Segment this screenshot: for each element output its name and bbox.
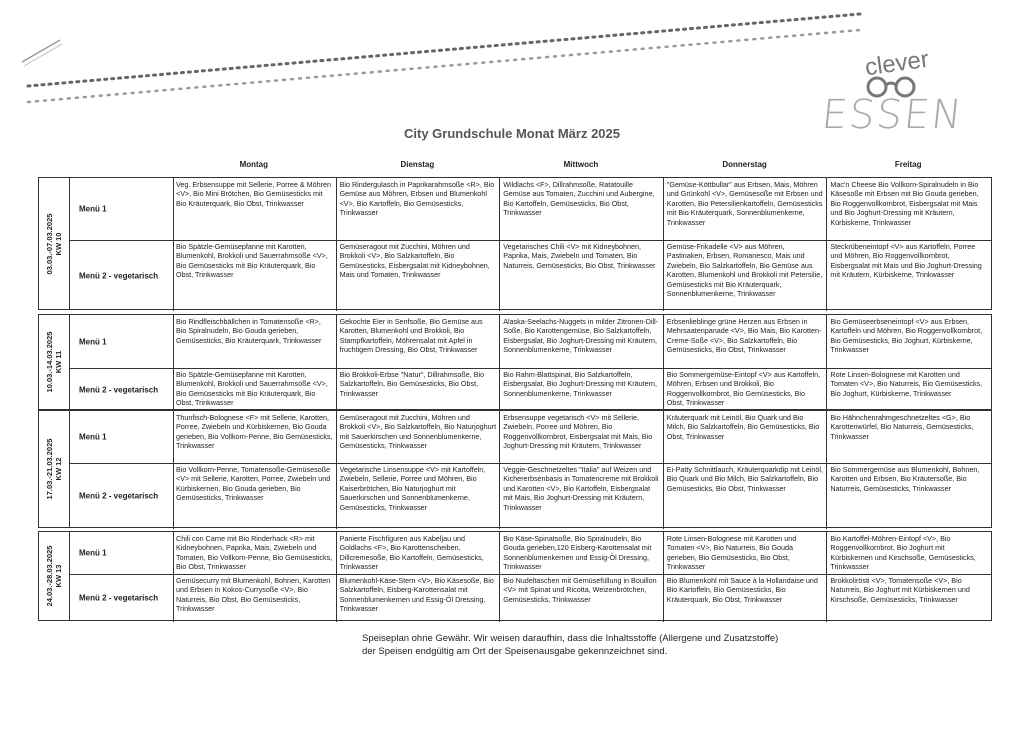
- week-label: [39, 315, 70, 409]
- menu-row: [69, 315, 991, 368]
- calendar-week: KW 12: [54, 457, 63, 481]
- meal-cell: Bio Spätzle-Gemüsepfanne mit Karotten, Blumenkohl, Brokkoli und Sauerrahmsoße <V>, Bio Gemüsesticks mit Bio Kräuterquark, Bio Obst, Trinkwasser: [173, 368, 337, 411]
- meal-cell: Kräuterquark mit Leinöl, Bio Quark und Bio Milch, Bio Salzkartoffeln, Bio Gemüsesticks, Bio Obst, Trinkwasser: [664, 411, 828, 463]
- row-divider: [69, 463, 991, 464]
- menu-label: [69, 368, 174, 411]
- meal-cell: Bio Blumenkohl mit Sauce à la Hollandaise und Bio Kartoffeln, Bio Gemüsesticks, Bio Kräuterquark, Bio Obst, Trinkwasser: [664, 574, 828, 622]
- menu-row: [69, 178, 991, 240]
- menu-label: [69, 411, 174, 463]
- menu-label: [69, 178, 174, 240]
- meal-cell: Brokkolirösti <V>, Tomatensoße <V>, Bio Naturreis, Bio Joghurt mit Kürbiskernen und Kirschsoße, Gemüsesticks, Trinkwasser: [830, 576, 970, 604]
- menu-label: [69, 315, 174, 368]
- calendar-week: KW 10: [54, 232, 63, 255]
- menu-label-text: Menü 1: [79, 204, 107, 214]
- menu-label: [69, 240, 174, 311]
- meal-cell: Vegetarisches Chili <V> mit Kidneybohnen, Paprika, Mais, Zwiebeln und Tomaten, Bio Naturreis, Gemüsesticks, Bio Obst, Trinkwasser: [500, 240, 664, 311]
- menu-label-text: Menü 1: [79, 432, 107, 442]
- meal-cell: Bio Kartoffel-Möhren-Eintopf <V>, Bio Roggenvollkornbrot, Bio Joghurt mit Kürbiskernen und Kirschsoße, Gemüsesticks, Trinkwasser: [830, 534, 976, 572]
- meal-cell: Thunfisch-Bolognese <F> mit Sellerie, Karotten, Porree, Zwiebeln und Kürbiskernen, Bio Gouda gerieben, Bio Vollkorn-Penne, Bio Gemüsesticks, Trinkwasser: [173, 411, 337, 463]
- menu-label-text: Menü 1: [79, 548, 107, 558]
- calendar-week: KW 11: [54, 350, 63, 374]
- meal-cell: Gemüseragout mit Zucchini, Möhren und Brokkoli <V>, Bio Salzkartoffeln, Bio Gemüsesticks, Eisbergsalat mit Kidneybohnen, Mais und Tomaten, Trinkwasser: [337, 240, 501, 311]
- meal-cell: Gemüsecurry mit Blumenkohl, Bohnen, Karotten und Erbsen in Kokos-Currysoße <V>, Bio Naturreis, Bio Obst, Bio Gemüsesticks, Trinkwasser: [173, 574, 337, 622]
- week-date-range: 10.03.-14.03.2025: [45, 331, 54, 393]
- menu-label-text: Menü 2 - vegetarisch: [79, 271, 159, 280]
- menu-label: [69, 463, 174, 529]
- menu-row: [69, 574, 991, 622]
- week-block: [38, 531, 992, 621]
- menu-row: [69, 463, 991, 529]
- logo-text-clever: clever: [863, 45, 931, 82]
- meal-cell: Bio Rindfleischbällchen in Tomatensoße <R>, Bio Spiralnudeln, Bio Gouda gerieben, Gemüsesticks, Bio Kräuterquark, Trinkwasser: [173, 315, 337, 368]
- meal-cell: Mac'n Cheese Bio Vollkorn-Spiralnudeln in Bio Käsesoße mit Erbsen mit Bio Gouda gerieben, Bio Roggenvollkornbrot, Eisbergsalat mit Mais und Bio Joghurt-Dressing mit Kräutern, Kürbiskerne, Trinkwasser: [830, 180, 979, 227]
- menu-row: [69, 368, 991, 411]
- calendar-week: KW 13: [54, 564, 63, 588]
- meal-cell: Blumenkohl-Käse-Stern <V>, Bio Käsesoße, Bio Salzkartoffeln, Eisberg-Karottensalat mit Sonnenblumenkernen und Essig-Öl Dressing, Trinkwasser: [337, 574, 501, 622]
- day-header-1: Dienstag: [400, 160, 435, 169]
- meal-cell: Chili con Carne mit Bio Rinderhack <R> mit Kidneybohnen, Paprika, Mais, Zwiebeln und Tomaten, Bio Vollkorn-Penne, Bio Gemüsesticks, Bio Obst, Trinkwasser: [173, 532, 337, 574]
- meal-cell: Bio Hähnchenrahmgeschnetzeltes <G>, Bio Karottenwürfel, Bio Naturreis, Gemüsesticks, Trinkwasser: [830, 413, 974, 441]
- meal-cell: "Gemüse-Köttbullar" aus Erbsen, Mais, Möhren und Grünkohl <V>, Gemüsesoße mit Erbsen und Karotten, Bio Petersilienkartoffeln, Gemüsesticks mit Bio Kräuterquark, Sonnenblumenkerne, Trinkwasser: [664, 178, 828, 240]
- meal-cell: Gemüse-Frikadelle <V> aus Möhren, Pastinaken, Erbsen, Romanesco, Mais und Zwiebeln, Bio Salzkartoffeln, Bio Gemüse aus Karotten, Blumenkohl und Brokkoli mit Petersilie, Gemüsesticks mit Bio Kräuterquark, Sonnenblumenkerne, Trinkwasser: [664, 240, 828, 311]
- day-header-3: Donnerstag: [722, 160, 767, 169]
- meal-cell: Gemüseragout mit Zucchini, Möhren und Brokkoli <V>, Bio Salzkartoffeln, Bio Naturjoghurt mit Sauerkirschen und Sonnenblumenkerne, Gemüsesticks, Trinkwasser: [337, 411, 501, 463]
- meal-cell: Bio Sommergemüse aus Blumenkohl, Bohnen, Karotten und Erbsen, Bio Kräutersoße, Bio Naturreis, Gemüsesticks, Trinkwasser: [830, 465, 980, 493]
- week-block: [38, 314, 992, 410]
- week-date-range: 24.03.-28.03.2025: [45, 545, 54, 607]
- menu-label-text: Menü 2 - vegetarisch: [79, 491, 159, 501]
- meal-cell: Erbsenlieblinge grüne Herzen aus Erbsen in Mehrsaatenpanade <V>, Bio Mais, Bio Karotten-Creme-Soße <V>, Bio Salzkartoffeln, Bio Gemüsesticks, Bio Obst, Trinkwasser: [664, 315, 828, 368]
- meal-cell: Bio Brokkoli-Erbse "Natur", Dillrahmsoße, Bio Salzkartoffeln, Bio Gemüsesticks, Bio Obst, Trinkwasser: [337, 368, 501, 411]
- meal-cell: Steckrübeneintopf <V> aus Kartoffeln, Porree und Möhren, Bio Roggenvollkornbrot, Eisbergsalat mit Mais und Bio Joghurt-Dressing mit Kräutern, Kürbiskerne, Trinkwasser: [830, 242, 982, 280]
- meal-cell: Bio Sommergemüse-Eintopf <V> aus Kartoffeln, Möhren, Erbsen und Brokkoli, Bio Roggenvollkornbrot, Bio Gemüsesticks, Bio Obst, Trinkwasser: [664, 368, 828, 411]
- menu-row: [69, 532, 991, 574]
- menu-label: [69, 532, 174, 574]
- meal-cell: Bio Rahm-Blattspinat, Bio Salzkartoffeln, Eisbergsalat, Bio Joghurt-Dressing mit Kräutern, Sonnenblumenkerne, Trinkwasser: [500, 368, 664, 411]
- meal-cell: Rote Linsen-Bolognese mit Karotten und Tomaten <V>, Bio Naturreis, Bio Gemüsesticks, Bio Joghurt, Kürbiskerne, Trinkwasser: [830, 370, 983, 398]
- meal-cell: Rote Linsen-Bolognese mit Karotten und Tomaten <V>, Bio Naturreis, Bio Gouda gerieben, Bio Gemüsesticks, Bio Obst, Trinkwasser: [664, 532, 828, 574]
- meal-cell: Bio Gemüseerbseneintopf <V> aus Erbsen, Kartoffeln und Möhren, Bio Roggenvollkornbrot, Bio Gemüsesticks, Bio Joghurt, Kürbiskerne, Trinkwasser: [830, 317, 983, 355]
- menu-row: [69, 411, 991, 463]
- disclaimer-text: Speiseplan ohne Gewähr. Wir weisen daraufhin, dass die Inhaltsstoffe (Allergene und Zusatzstoffe) der Speisen endgültig am Ort der Speisenausgabe gekennzeichnet sind.: [362, 633, 779, 657]
- menu-label: [69, 574, 174, 622]
- logo-text-essen: ESSEN: [819, 92, 966, 138]
- meal-cell: Gekochte Eier in Senfsoße, Bio Gemüse aus Karotten, Blumenkohl und Brokkoli, Bio Stampfkartoffeln, Möhrensalat mit Apfel in fruchtigem Dressing, Bio Obst, Trinkwasser: [337, 315, 501, 368]
- week-block: [38, 410, 992, 528]
- meal-cell: Panierte Fischfiguren aus Kabeljau und Goldlachs <F>, Bio Karottenscheiben, Dillcremesoße, Bio Kartoffeln, Gemüsesticks, Trinkwasser: [337, 532, 501, 574]
- week-label: [39, 411, 70, 527]
- menu-label-text: Menü 2 - vegetarisch: [79, 593, 159, 603]
- day-header-4: Freitag: [894, 160, 922, 169]
- meal-cell: Bio Käse-Spinatsoße, Bio Spiralnudeln, Bio Gouda gerieben,120 Eisberg-Karottensalat mit Sonnenblumenkernen und Essig-Öl Dressing, Trinkwasser: [500, 532, 664, 574]
- meal-cell: Alaska-Seelachs-Nuggets in milder Zitronen-Dill-Soße, Bio Karottengemüse, Bio Salzkartoffeln, Eisbergsalat, Bio Joghurt-Dressing mit Kräutern, Sonnenblumenkerne, Trinkwasser: [500, 315, 664, 368]
- meal-cell: Vegetarische Linsensuppe <V> mit Kartoffeln, Zwiebeln, Sellerie, Porree und Möhren, Bio Kaiserbrötchen, Bio Naturjoghurt mit Sauerkirschen und Sonnenblumenkerne, Gemüsesticks, Trinkwasser: [337, 463, 501, 529]
- row-divider: [69, 368, 991, 369]
- week-date-range: 17.03.-21.03.2025: [45, 438, 54, 500]
- meal-cell: Veggie-Geschnetzeltes "Italia" auf Weizen und Kichererbsenbasis in Tomatencreme mit Brokkoli und Karotten <V>, Bio Kartoffeln, Eisbergsalat mit Mais, Bio Joghurt-Dressing mit Kräutern, Trinkwasser: [500, 463, 664, 529]
- week-date-range: 03.03.-07.03.2025: [45, 213, 54, 274]
- meal-cell: Wildlachs <F>, Dillrahmsoße, Ratatouille Gemüse aus Tomaten, Zucchini und Aubergine, Bio Kartoffeln, Gemüsesticks, Bio Obst, Trinkwasser: [500, 178, 664, 240]
- week-label: [39, 532, 70, 620]
- page-title: City Grundschule Monat März 2025: [404, 126, 620, 141]
- clever-essen-logo: [819, 45, 966, 138]
- week-label: [39, 178, 70, 309]
- meal-cell: Bio Nudeltaschen mit Gemüsefüllung in Bouillon <V> mit Spinat und Ricotta, Weizenbrötchen, Gemüsesticks, Trinkwasser: [500, 574, 664, 622]
- row-divider: [69, 240, 991, 241]
- menu-label-text: Menü 2 - vegetarisch: [79, 385, 159, 394]
- row-divider: [69, 574, 991, 575]
- day-header-2: Mittwoch: [563, 160, 599, 169]
- meal-cell: Bio Spätzle-Gemüsepfanne mit Karotten, Blumenkohl, Brokkoli und Sauerrahmsoße <V>, Bio Gemüsesticks mit Bio Kräuterquark, Bio Obst, Trinkwasser: [173, 240, 337, 311]
- meal-cell: Veg. Erbsensuppe mit Sellerie, Porree & Möhren <V>, Bio Mini Brötchen, Bio Gemüsesticks mit Bio Kräuterquark, Bio Obst, Trinkwasser: [173, 178, 337, 240]
- meal-cell: Ei-Patty Schnittlauch, Kräuterquarkdip mit Leinöl, Bio Quark und Bio Milch, Bio Salzkartoffeln, Bio Gemüsesticks, Bio Obst, Trinkwasser: [664, 463, 828, 529]
- meal-cell: Bio Rindergulasch in Paprikarahmsoße <R>, Bio Gemüse aus Möhren, Erbsen und Blumenkohl <V>, Bio Kartoffeln, Bio Gemüsesticks, Trinkwasser: [337, 178, 501, 240]
- day-header-0: Montag: [239, 160, 269, 169]
- menu-row: [69, 240, 991, 311]
- meal-cell: Bio Vollkorn-Penne, Tomatensoße-Gemüsesoße <V> mit Sellerie, Karotten, Porree, Zwiebeln und Kürbiskernen, Bio Gouda gerieben, Bio Gemüsesticks, Trinkwasser: [173, 463, 337, 529]
- meal-cell: Erbsensuppe vegetarisch <V> mit Sellerie, Zwiebeln, Porree und Möhren, Bio Roggenvollkornbrot, Eisbergsalat mit Mais, Bio Joghurt-Dressing mit Kräutern, Trinkwasser: [500, 411, 664, 463]
- week-block: [38, 177, 992, 310]
- menu-label-text: Menü 1: [79, 337, 107, 346]
